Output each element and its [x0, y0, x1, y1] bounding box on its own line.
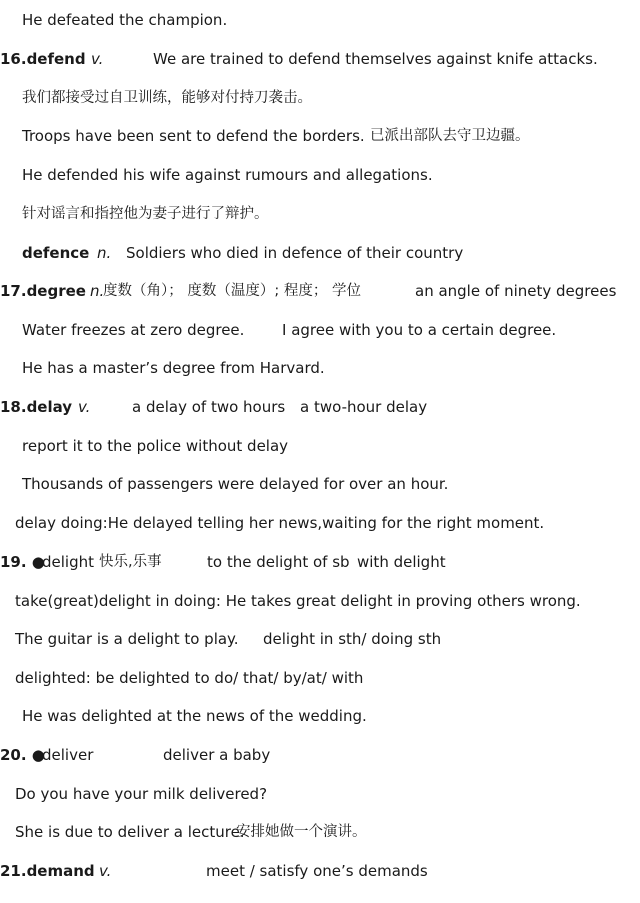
example-text: delighted: be delighted to do/ that/ by/at/ with	[15, 669, 364, 687]
example-text: to the delight of sb	[207, 553, 350, 571]
chinese-translation: 我们都接受过自卫训练，能够对付持刀袭击。	[22, 90, 312, 106]
example-text: He defended his wife against rumours and allegations.	[22, 166, 433, 184]
example-text: meet / satisfy one’s demands	[206, 862, 428, 880]
example-text: Troops have been sent to defend the borders.	[22, 127, 365, 145]
entry-number-bullet: 20. ●	[0, 746, 45, 764]
entry-number-word: 18.delay	[0, 398, 73, 416]
example-text: a delay of two hours	[132, 398, 286, 416]
chinese-translation: 安排她做一个演讲。	[236, 824, 367, 840]
chinese-translation: 已派出部队去守卫边疆。	[370, 128, 530, 144]
example-text: an angle of ninety degrees	[415, 282, 617, 300]
example-text: delight in sth/ doing sth	[263, 630, 442, 648]
example-text: Do you have your milk delivered?	[15, 785, 268, 803]
entry-number-word: 16.defend	[0, 50, 86, 68]
example-text: He was delighted at the news of the wedding.	[22, 707, 367, 725]
part-of-speech: v.	[99, 862, 112, 880]
example-text: We are trained to defend themselves against knife attacks.	[153, 50, 598, 68]
example-text: She is due to deliver a lecture.	[15, 823, 245, 841]
entry-number-bullet: 19. ●	[0, 553, 45, 571]
example-text: He defeated the champion.	[22, 11, 228, 29]
example-text: Water freezes at zero degree.	[22, 321, 245, 339]
part-of-speech: n.	[90, 282, 105, 300]
example-text: Soldiers who died in defence of their country	[126, 244, 464, 262]
example-text: deliver a baby	[163, 746, 271, 764]
part-of-speech: n.	[97, 244, 112, 262]
example-text: delay doing:He delayed telling her news,waiting for the right moment.	[15, 514, 545, 532]
headword: delight	[42, 553, 94, 571]
chinese-gloss: 快乐,乐事	[99, 554, 162, 570]
example-text: Thousands of passengers were delayed for over an hour.	[22, 475, 449, 493]
part-of-speech: v.	[91, 50, 104, 68]
example-text: The guitar is a delight to play.	[15, 630, 239, 648]
example-text: I agree with you to a certain degree.	[282, 321, 557, 339]
entry-number-word: 21.demand	[0, 862, 95, 880]
chinese-gloss: 度数（角）； 度数（温度）; 程度； 学位	[103, 283, 361, 299]
entry-number-word: 17.degree	[0, 282, 86, 300]
example-text: He has a master’s degree from Harvard.	[22, 359, 325, 377]
chinese-translation: 针对谣言和指控他为妻子进行了辩护。	[22, 206, 269, 222]
example-text: with delight	[357, 553, 446, 571]
example-text: a two-hour delay	[300, 398, 428, 416]
example-text: report it to the police without delay	[22, 437, 289, 455]
part-of-speech: v.	[78, 398, 91, 416]
example-text: take(great)delight in doing: He takes great delight in proving others wrong.	[15, 592, 581, 610]
headword: deliver	[42, 746, 94, 764]
headword: defence	[22, 244, 90, 262]
